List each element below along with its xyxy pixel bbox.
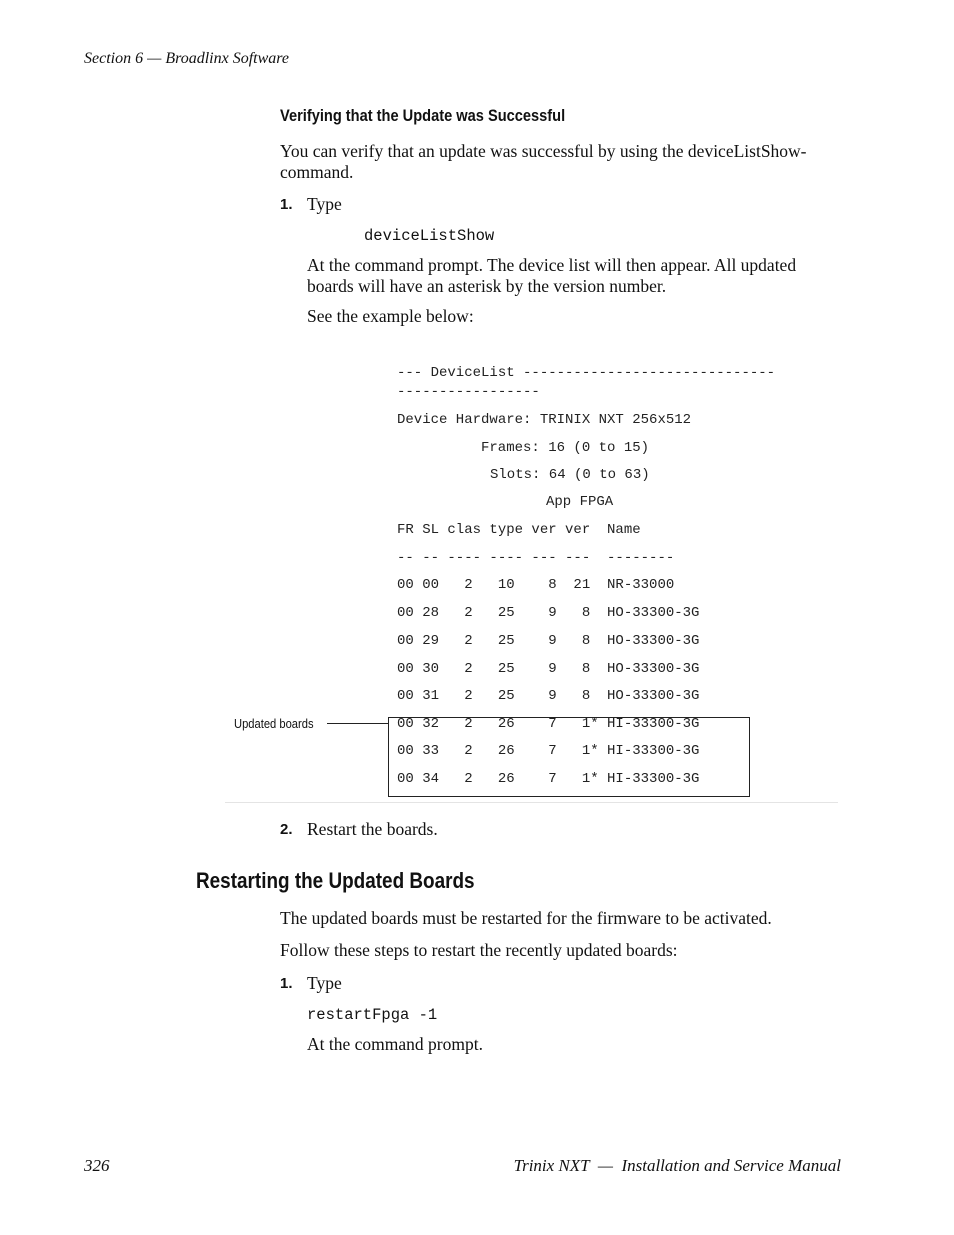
page-number: 326 [84,1156,110,1175]
callout-leader-line [327,723,388,724]
device-row-updated: 00 32 2 26 7 1* HI-33300-3G [397,716,700,732]
device-row: 00 28 2 25 9 8 HO-33300-3G [397,605,700,621]
step-label: Restart the boards. [307,819,438,839]
restart-paragraph-2: Follow these steps to restart the recently updated boards: [280,940,678,960]
intro-paragraph-line1: You can verify that an update was successful by using the deviceListShow- [280,141,807,161]
command-restartfpga: restartFpga -1 [307,1006,438,1024]
figure-divider [225,802,838,803]
device-row: 00 30 2 25 9 8 HO-33300-3G [397,661,700,677]
device-row-updated: 00 33 2 26 7 1* HI-33300-3G [397,743,700,759]
see-example-text: See the example below: [307,306,474,326]
running-header: Section 6 — Broadlinx Software [84,50,290,67]
command-devicelistshow: deviceListShow [364,227,495,245]
step-number: 2. [280,821,293,838]
devicelist-title-continuation: ----------------- [397,384,540,400]
step-label: Type [307,973,342,993]
restart-paragraph-1: The updated boards must be restarted for the firmware to be activated. [280,908,772,928]
devicelist-title-line: --- DeviceList ------------------------------ [397,365,776,381]
section-heading-verify: Verifying that the Update was Successful [280,106,566,125]
device-row-updated: 00 34 2 26 7 1* HI-33300-3G [397,771,700,787]
updated-boards-box [388,717,750,797]
column-separator: -- -- ---- ---- --- --- -------- [397,550,675,566]
callout-label: Updated boards [234,716,314,731]
after-command-line2: boards will have an asterisk by the version number. [307,276,667,296]
device-row: 00 31 2 25 9 8 HO-33300-3G [397,688,700,704]
slots-line: Slots: 64 (0 to 63) [490,467,650,483]
device-hardware-line: Device Hardware: TRINIX NXT 256x512 [397,412,692,428]
after-command-line1: At the command prompt. The device list will then appear. All updated [307,255,797,275]
step-label: Type [307,194,342,214]
frames-line: Frames: 16 (0 to 15) [481,440,650,456]
device-row: 00 29 2 25 9 8 HO-33300-3G [397,633,700,649]
manual-title: Trinix NXT — Installation and Service Manual [513,1156,841,1175]
section-heading-restart: Restarting the Updated Boards [196,868,475,893]
after-command-text: At the command prompt. [307,1034,483,1054]
app-fpga-header: App FPGA [546,494,614,510]
intro-paragraph-line2: command. [280,162,354,182]
device-row: 00 00 2 10 8 21 NR-33000 [397,577,675,593]
step-number: 1. [280,196,293,213]
column-headers: FR SL clas type ver ver Name [397,522,641,538]
step-number: 1. [280,975,293,992]
